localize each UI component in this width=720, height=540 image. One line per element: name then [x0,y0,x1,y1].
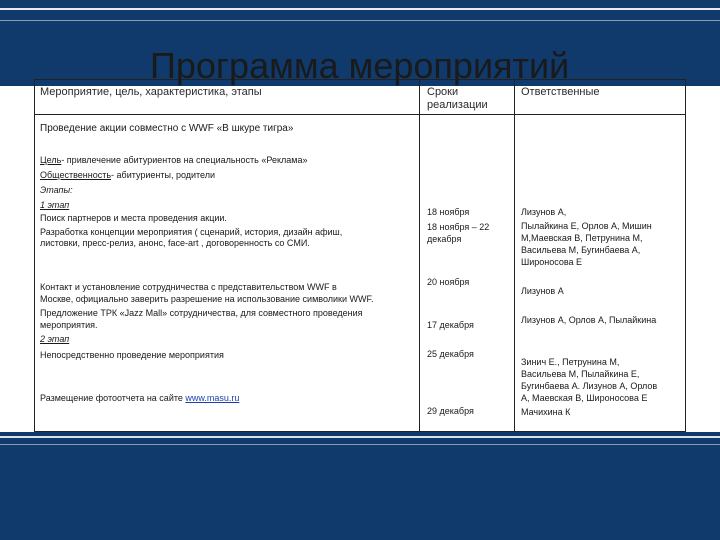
footer-stripe [0,444,720,445]
slide-title: Программа мероприятий [150,45,570,86]
header-stripe [0,20,720,21]
header-stripe [0,8,720,10]
responsible-cell: Лизунов А, Орлов А, Пылайкина [521,315,657,325]
activity-item [40,393,239,404]
column-divider [514,80,515,431]
responsible-cell: Васильева М, Бугинбаева А, [521,245,641,255]
column-header-responsible: Ответственные [521,86,600,98]
site-link[interactable]: www.masu.ru [185,393,240,403]
responsible-cell: Широносова Е [521,257,583,267]
activity-item: Москве, официально заверить разрешение на использование символики WWF. [40,294,374,304]
activity-item: листовки, пресс-релиз, анонс, face-art , договоренность со СМИ. [40,238,310,248]
public-label: Общественность [40,170,112,180]
activity-item: Предложение ТРК «Jazz Mall» сотрудничества, для совместного проведения [40,308,363,318]
date-cell: 25 декабря [427,349,474,359]
responsible-cell: Зинич Е., Петрунина М, [521,357,620,367]
responsible-cell: Лизунов А, [521,207,567,217]
activity-item: мероприятия. [40,320,98,330]
responsible-cell: Мачихина К [521,407,571,417]
activity-item: Контакт и установление сотрудничества с представительством WWF в [40,282,337,292]
column-header-terms: Сроки реализации [427,86,488,111]
stages-label: Этапы: [40,185,73,195]
date-cell: 29 декабря [427,406,474,416]
date-cell: 18 ноября – 22 [427,222,490,232]
activity-item: Разработка концепции мероприятия ( сценарий, история, дизайн афиш, [40,227,343,237]
activity-item: Непосредственно проведение мероприятия [40,350,224,360]
responsible-cell: А, Маевская В, Широносова Е [521,393,648,403]
column-divider [419,80,420,431]
activity-item: Поиск партнеров и места проведения акции. [40,213,227,223]
footer-band [0,432,720,540]
header-divider [35,114,685,115]
date-cell: декабря [427,234,462,244]
section-title: Проведение акции совместно с WWF «В шкуре тигра» [40,123,294,134]
footer-stripe [0,436,720,438]
responsible-cell: Лизунов А [521,286,564,296]
column-header-activity: Мероприятие, цель, характеристика, этапы [40,86,262,98]
public-line [40,170,215,181]
responsible-cell: М,Маевская В, Петрунина М, [521,233,643,243]
date-cell: 17 декабря [427,320,474,330]
date-cell: 18 ноября [427,207,470,217]
stage1-label: 1 этап [40,200,70,210]
goal-text: - привлечение абитуриентов на специальность «Реклама» [61,155,308,165]
photo-report-text: Размещение фотоотчета на сайте [40,393,186,403]
responsible-cell: Бугинбаева А. Лизунов А, Орлов [521,381,658,391]
stage2-label: 2 этап [40,334,70,344]
date-cell: 20 ноября [427,277,470,287]
responsible-cell: Пылайкина Е, Орлов А, Мишин [521,221,652,231]
goal-line [40,155,307,166]
responsible-cell: Васильева М, Пылайкина Е, [521,369,640,379]
public-text: - абитуриенты, родители [111,170,216,180]
goal-label: Цель [40,155,62,165]
